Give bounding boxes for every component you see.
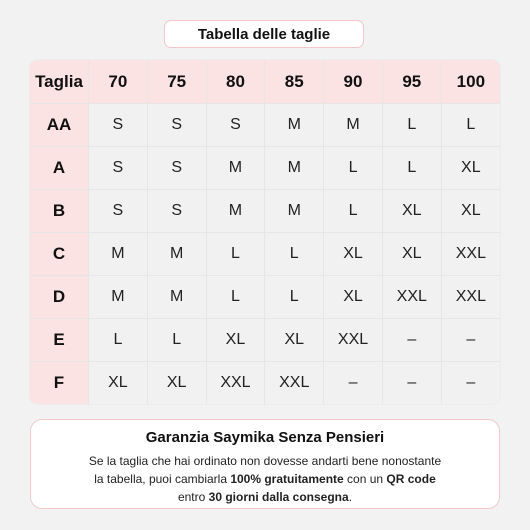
table-cell: XXL <box>206 362 265 404</box>
row-header: F <box>30 362 89 404</box>
guarantee-highlight-free: 100% gratuitamente <box>230 472 344 486</box>
guarantee-text-part: con un <box>343 472 387 486</box>
table-row <box>30 319 500 362</box>
table-row <box>30 104 500 147</box>
guarantee-line-2 <box>31 470 499 488</box>
table-cell: L <box>206 276 265 319</box>
table-cell: XL <box>265 319 324 362</box>
page-title-text: Tabella delle taglie <box>197 25 331 43</box>
table-cell: L <box>324 147 383 190</box>
row-header: C <box>30 233 89 276</box>
table-cell: L <box>206 233 265 276</box>
table-cell: M <box>147 276 206 319</box>
guarantee-line-1 <box>31 452 499 470</box>
table-row <box>30 362 500 404</box>
row-header: E <box>30 319 89 362</box>
row-header: D <box>30 276 89 319</box>
table-cell: XL <box>441 147 500 190</box>
column-header: 80 <box>206 60 265 104</box>
table-cell: – <box>324 362 383 404</box>
table-row <box>30 233 500 276</box>
table-cell: M <box>89 233 148 276</box>
table-cell: S <box>89 147 148 190</box>
table-cell: L <box>147 319 206 362</box>
column-header: 100 <box>441 60 500 104</box>
guarantee-line-3 <box>31 488 499 506</box>
column-header: 85 <box>265 60 324 104</box>
table-cell: L <box>382 147 441 190</box>
table-cell: M <box>206 147 265 190</box>
guarantee-card <box>30 419 500 509</box>
table-cell: L <box>441 104 500 147</box>
table-cell: XL <box>206 319 265 362</box>
column-header: 90 <box>324 60 383 104</box>
row-header: AA <box>30 104 89 147</box>
table-cell: XL <box>89 362 148 404</box>
table-cell: L <box>324 190 383 233</box>
table-cell: XL <box>147 362 206 404</box>
table-cell: XXL <box>441 276 500 319</box>
guarantee-title: Garanzia Saymika Senza Pensieri <box>145 429 385 446</box>
table-cell: – <box>382 319 441 362</box>
column-header: 70 <box>89 60 148 104</box>
table-cell: S <box>147 104 206 147</box>
table-cell: S <box>89 104 148 147</box>
table-cell: XXL <box>324 319 383 362</box>
table-cell: M <box>265 147 324 190</box>
guarantee-highlight-qr: QR code <box>386 472 436 486</box>
table-cell: XL <box>324 276 383 319</box>
table-cell: – <box>441 362 500 404</box>
guarantee-text-part: la tabella, puoi cambiarla <box>94 472 231 486</box>
table-cell: – <box>382 362 441 404</box>
table-row <box>30 147 500 190</box>
table-cell: – <box>441 319 500 362</box>
size-table-card <box>30 60 500 404</box>
table-cell: XL <box>382 233 441 276</box>
column-header: 75 <box>147 60 206 104</box>
guarantee-highlight-days: 30 giorni dalla consegna <box>208 490 349 504</box>
table-cell: L <box>89 319 148 362</box>
size-table <box>30 60 500 404</box>
row-header: A <box>30 147 89 190</box>
table-cell: S <box>206 104 265 147</box>
table-row <box>30 190 500 233</box>
table-cell: XL <box>382 190 441 233</box>
table-cell: M <box>206 190 265 233</box>
table-cell: S <box>147 147 206 190</box>
guarantee-text <box>31 452 499 506</box>
column-header: 95 <box>382 60 441 104</box>
corner-header: Taglia <box>30 60 89 104</box>
table-row <box>30 276 500 319</box>
table-cell: XXL <box>265 362 324 404</box>
table-cell: S <box>89 190 148 233</box>
table-cell: XXL <box>441 233 500 276</box>
table-cell: L <box>265 233 324 276</box>
table-cell: L <box>265 276 324 319</box>
table-cell: M <box>265 104 324 147</box>
row-header: B <box>30 190 89 233</box>
table-cell: XL <box>324 233 383 276</box>
page-title <box>164 20 364 48</box>
guarantee-text-part: entro <box>177 490 209 504</box>
table-cell: M <box>265 190 324 233</box>
table-cell: M <box>324 104 383 147</box>
guarantee-line-1-text: Se la taglia che hai ordinato non dovesse andarti bene nonostante <box>88 454 442 468</box>
table-header-row <box>30 60 500 104</box>
table-cell: M <box>89 276 148 319</box>
table-cell: L <box>382 104 441 147</box>
table-cell: M <box>147 233 206 276</box>
table-cell: XL <box>441 190 500 233</box>
table-cell: XXL <box>382 276 441 319</box>
guarantee-text-part: . <box>348 490 353 504</box>
table-cell: S <box>147 190 206 233</box>
